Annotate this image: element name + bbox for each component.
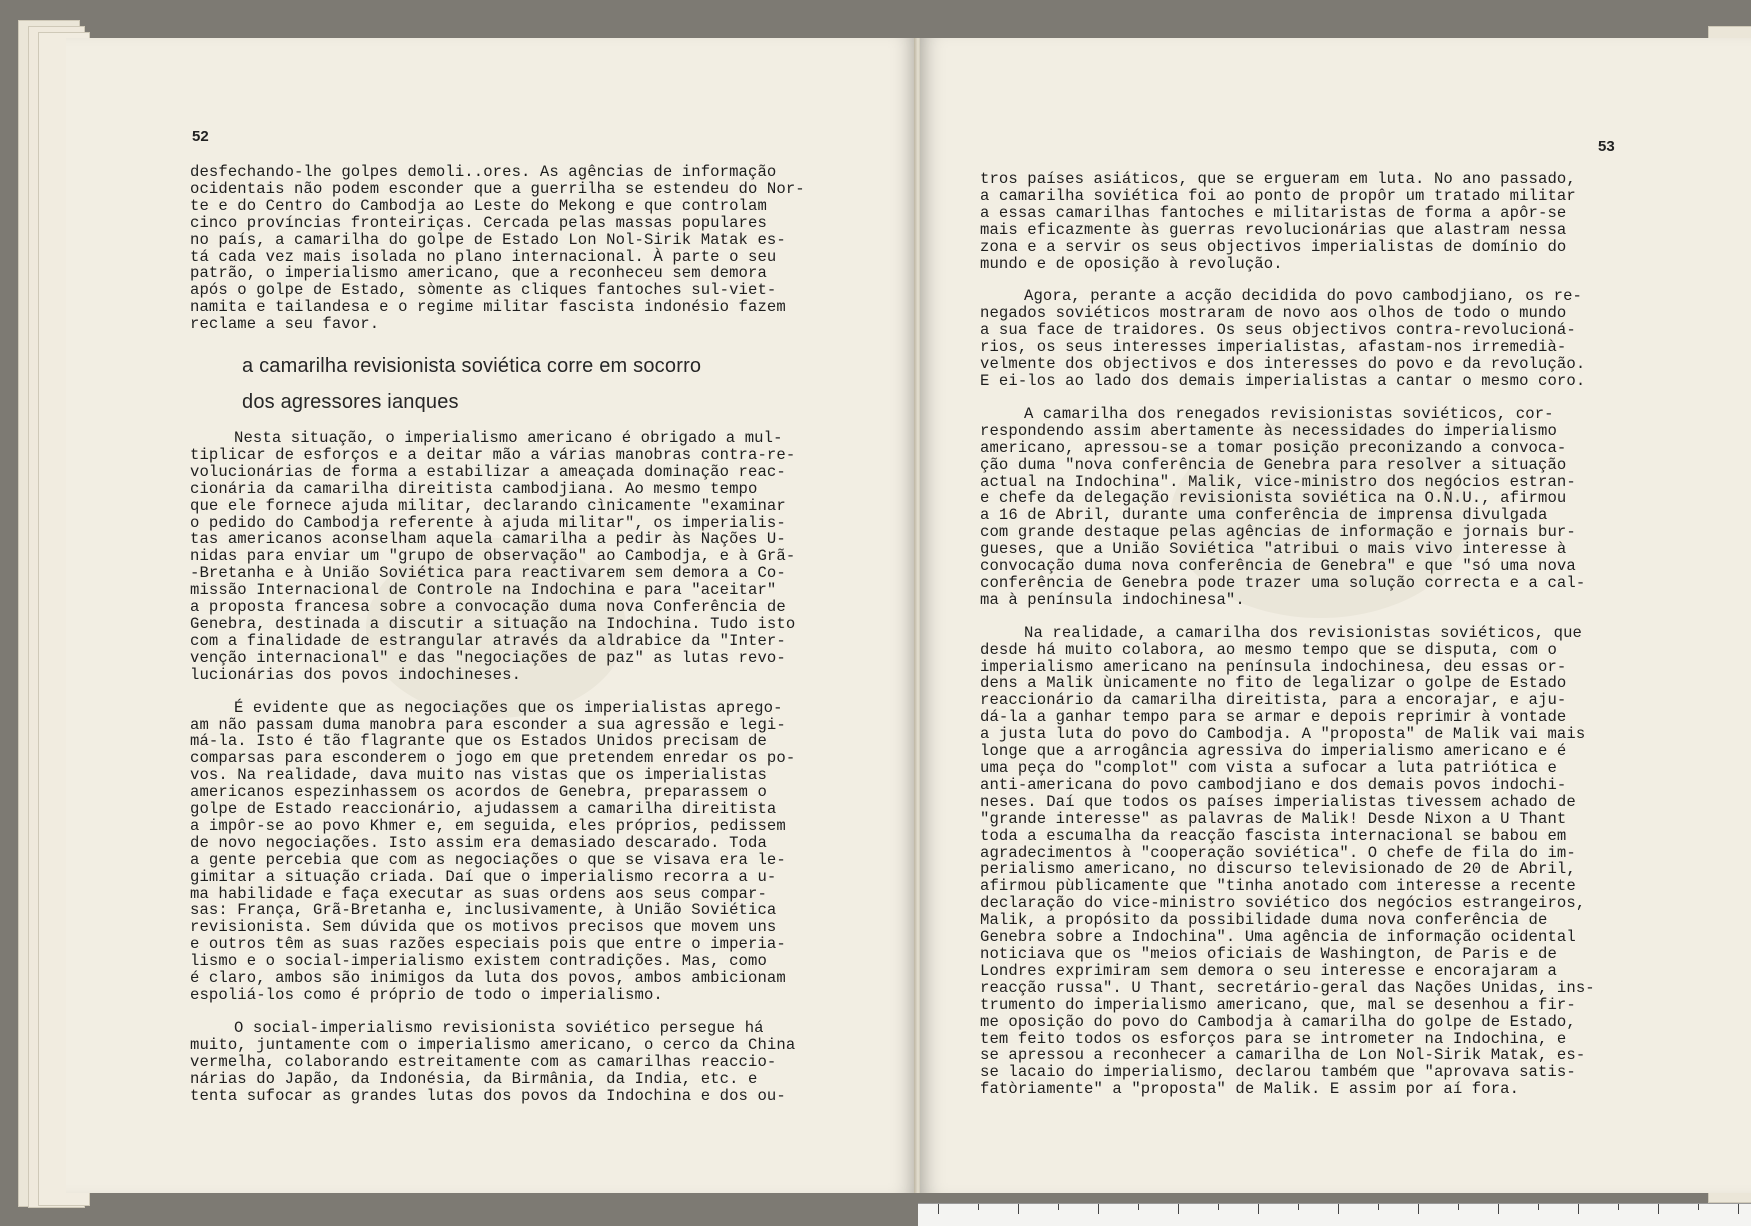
ruler-tick xyxy=(1698,1204,1699,1210)
open-book xyxy=(18,20,1751,1225)
measurement-ruler xyxy=(918,1203,1751,1226)
left-page xyxy=(66,38,916,1193)
ruler-tick xyxy=(1218,1204,1219,1210)
paragraph: É evidente que as negociações que os imperialistas aprego- am não passam duma manobra para esconder a sua agressão e legi- má-la. Isto é tão flagrante que os Estados Unidos precisam de comparsas para esconderem o jogo em que pretendem enredar os po- vos. Na realidade, dava muito nas vistas que os imperialistas americanos espezinhassem os acordos de Genebra, preparassem o golpe de Estado reaccionário, ajudassem a camarilha direitista a impôr-se ao povo Khmer e, em seguida, eles próprios, pedissem de novo negociações. Isto assim era demasiado descarado. Toda a gente percebia que com as negociações o que se visava era le- gimitar a situação criada. Daí que o imperialismo recorra a u- ma habilidade e faça executar as suas ordens aos seus compar- sas: França, Grã-Bretanha e, inclusivamente, à União Soviética revisionista. Sem dúvida que os motivos precisos que movem uns e outros têm as suas razões especiais pois que entre o imperia- lismo e o social-imperialismo existem contradições. Mas, como é claro, ambos são inimigos da luta dos povos, ambos ambicionam espoliá-los como é próprio de todo o imperialismo. xyxy=(190,698,796,1004)
paragraph: desfechando-lhe golpes demoli..ores. As agências de informação ocidentais não podem esconder que a guerrilha se estendeu do Nor- te e do Centro do Cambodja ao Leste do Mekong e que controlam cinco províncias fronteiriças. Cercada pelas massas populares no país, a camarilha do golpe de Estado Lon Nol-Sirik Matak es- tá cada vez mais isolada no plano internacional. À parte o seu patrão, o imperialismo americano, que a reconheceu sem demora após o golpe de Estado, sòmente as cliques fantoches sul-viet- namita e tailandesa e o regime militar fascista indonésio fazem reclame a seu favor. xyxy=(190,163,805,334)
paragraph: Na realidade, a camarilha dos revisionistas soviéticos, que desde há muito colabora, ao mesmo tempo que se disputa, com o imperialismo americano na península indochinesa, deu essas or- dens a Malik ùnicamente no fito de legalizar o golpe de Estado reaccionário da camarilha direitista, para a encorajar, e aju- dá-la a ganhar tempo para se armar e depois reprimir à vontade a justa luta do povo do Cambodja. A "proposta" de Malik vai mais longe que a arrogância agressiva do imperialismo americano e é uma peça do "complot" com vista a sufocar a luta patriótica e anti-americana do povo cambodjiano e dos demais povos indochi- neses. Daí que todos os países imperialistas tivessem achado de "grande interesse" as palavras de Malik! Desde Nixon a U Thant toda a escumalha da reacção fascista internacional se babou em agradecimentos à "cooperação soviética". O chefe de fila do im- perialismo americano, no discurso televisionado de 20 de Abril, afirmou pùblicamente que "tinha anotado com interesse a recente declaração do vice-ministro soviético dos negócios estrangeiros, Malik, a propósito da possibilidade duma nova conferência de Genebra sobre a Indochina". Uma agência de informação ocidental noticiava que os "meios oficiais de Washington, de Paris e de Londres exprimiram sem demora o seu interesse e encorajaram a reacção russa". U Thant, secretário-geral das Nações Unidas, ins- trumento do imperialismo americano, que, mal se desenhou a fir- me oposição do povo do Cambodja à camarilha do golpe de Estado, tem feito todos os esforços para se intrometer na Indochina, e se apressou a reconhecer a camarilha de Lon Nol-Sirik Matak, es- se lacaio do imperialismo, declarou também que "aprovava satis- fatòriamente" a "proposta" de Malik. E assim por aí fora. xyxy=(980,623,1595,1099)
ruler-tick xyxy=(1378,1204,1379,1210)
section-heading: a camarilha revisionista soviética corre em socorro dos agressores ianques xyxy=(242,355,702,413)
ruler-tick xyxy=(978,1204,979,1210)
paragraph: O social-imperialismo revisionista soviético persegue há muito, juntamente com o imperialismo americano, o cerco da China vermelha, colaborando estreitamente com as camarilhas reaccio- nárias do Japão, da Indonésia, da Birmânia, da India, etc. e tenta sufocar as grandes lutas dos povos da Indochina e dos ou- xyxy=(190,1018,796,1105)
right-text-block xyxy=(980,171,1595,1114)
ruler-tick xyxy=(1458,1204,1459,1210)
ruler-tick xyxy=(1098,1204,1099,1214)
paragraph: Nesta situação, o imperialismo americano é obrigado a mul- tiplicar de esforços e a deitar mão a várias manobras contra-re- volucionárias de forma a estabilizar a ameaçada dominação reac- cionária da camarilha direitista cambodjiana. Ao mesmo tempo que ele fornece ajuda militar, declarando cìnicamente "examinar o pedido do Cambodja referente à ajuda militar", os imperialis- tas americanos aconselham aquela camarilha a pedir às Nações U- nidas para enviar um "grupo de observação" ao Cambodja, e à Grã- -Bretanha e à União Soviética para reactivarem sem demora a Co- missão Internacional de Controle na Indochina e para "aceitar" a proposta francesa sobre a convocação duma nova Conferência de Genebra, destinada a discutir a situação na Indochina. Tudo isto com a finalidade de estrangular através da aldrabice da "Inter- venção internacional" e das "negociações de paz" as lutas revo- lucionárias dos povos indochineses. xyxy=(190,429,796,684)
paragraph: tros países asiáticos, que se ergueram em luta. No ano passado, a camarilha soviética foi ao ponto de propôr um tratado militar a essas camarilhas fantoches e militaristas de forma a apôr-se mais eficazmente às guerras revolucionárias que alastram nessa zona e a servir os seus objectivos imperialistas de domínio do mundo e de oposição à revolução. xyxy=(980,170,1576,273)
left-text-block-1 xyxy=(190,164,805,349)
ruler-tick xyxy=(1418,1204,1419,1214)
ruler-tick xyxy=(1258,1204,1259,1214)
ruler-tick xyxy=(1058,1204,1059,1210)
ruler-tick xyxy=(1018,1204,1019,1214)
left-text-block-2 xyxy=(190,430,795,1120)
paragraph: Agora, perante a acção decidida do povo cambodjiano, os re- negados soviéticos mostraram de novo aos olhos de todo o mundo a sua face de traidores. Os seus objectivos contra-revolucioná- rios, os seus interesses imperialistas, afastam-nos irremedià- velmente dos objectivos e dos interesses do povo e da revolução. E ei-los ao lado dos demais imperialistas a cantar o mesmo coro. xyxy=(980,287,1586,390)
ruler-tick xyxy=(1498,1204,1499,1214)
paragraph: A camarilha dos renegados revisionistas soviéticos, cor- respondendo assim abertamente às necessidades do imperialismo americano, apressou-se a tomar posição preconizando a convoca- ção duma "nova conferência de Genebra para resolver a situação actual na Indochina". Malik, vice-ministro dos negócios estran- e chefe da delegação revisionista soviética na O.N.U., afirmou a 16 de Abril, durante uma conferência de imprensa divulgada com grande destaque pelas agências de informação e jornais bur- gueses, que a União Soviética "atribui o mais vivo interesse à convocação duma nova conferência de Genebra" e que "só uma nova conferência de Genebra pode trazer uma solução correcta e a cal- ma à península indochinesa". xyxy=(980,404,1586,609)
ruler-tick xyxy=(938,1204,939,1214)
ruler-tick xyxy=(1338,1204,1339,1214)
ruler-tick xyxy=(1538,1204,1539,1210)
ruler-tick xyxy=(1618,1204,1619,1210)
ruler-tick xyxy=(1658,1204,1659,1214)
page-number: 53 xyxy=(1598,138,1615,155)
ruler-tick xyxy=(1578,1204,1579,1214)
ruler-tick xyxy=(1138,1204,1139,1210)
right-page xyxy=(920,38,1751,1193)
page-number: 52 xyxy=(192,128,209,145)
ruler-tick xyxy=(1738,1204,1739,1214)
ruler-tick xyxy=(1178,1204,1179,1214)
ruler-tick xyxy=(1298,1204,1299,1210)
